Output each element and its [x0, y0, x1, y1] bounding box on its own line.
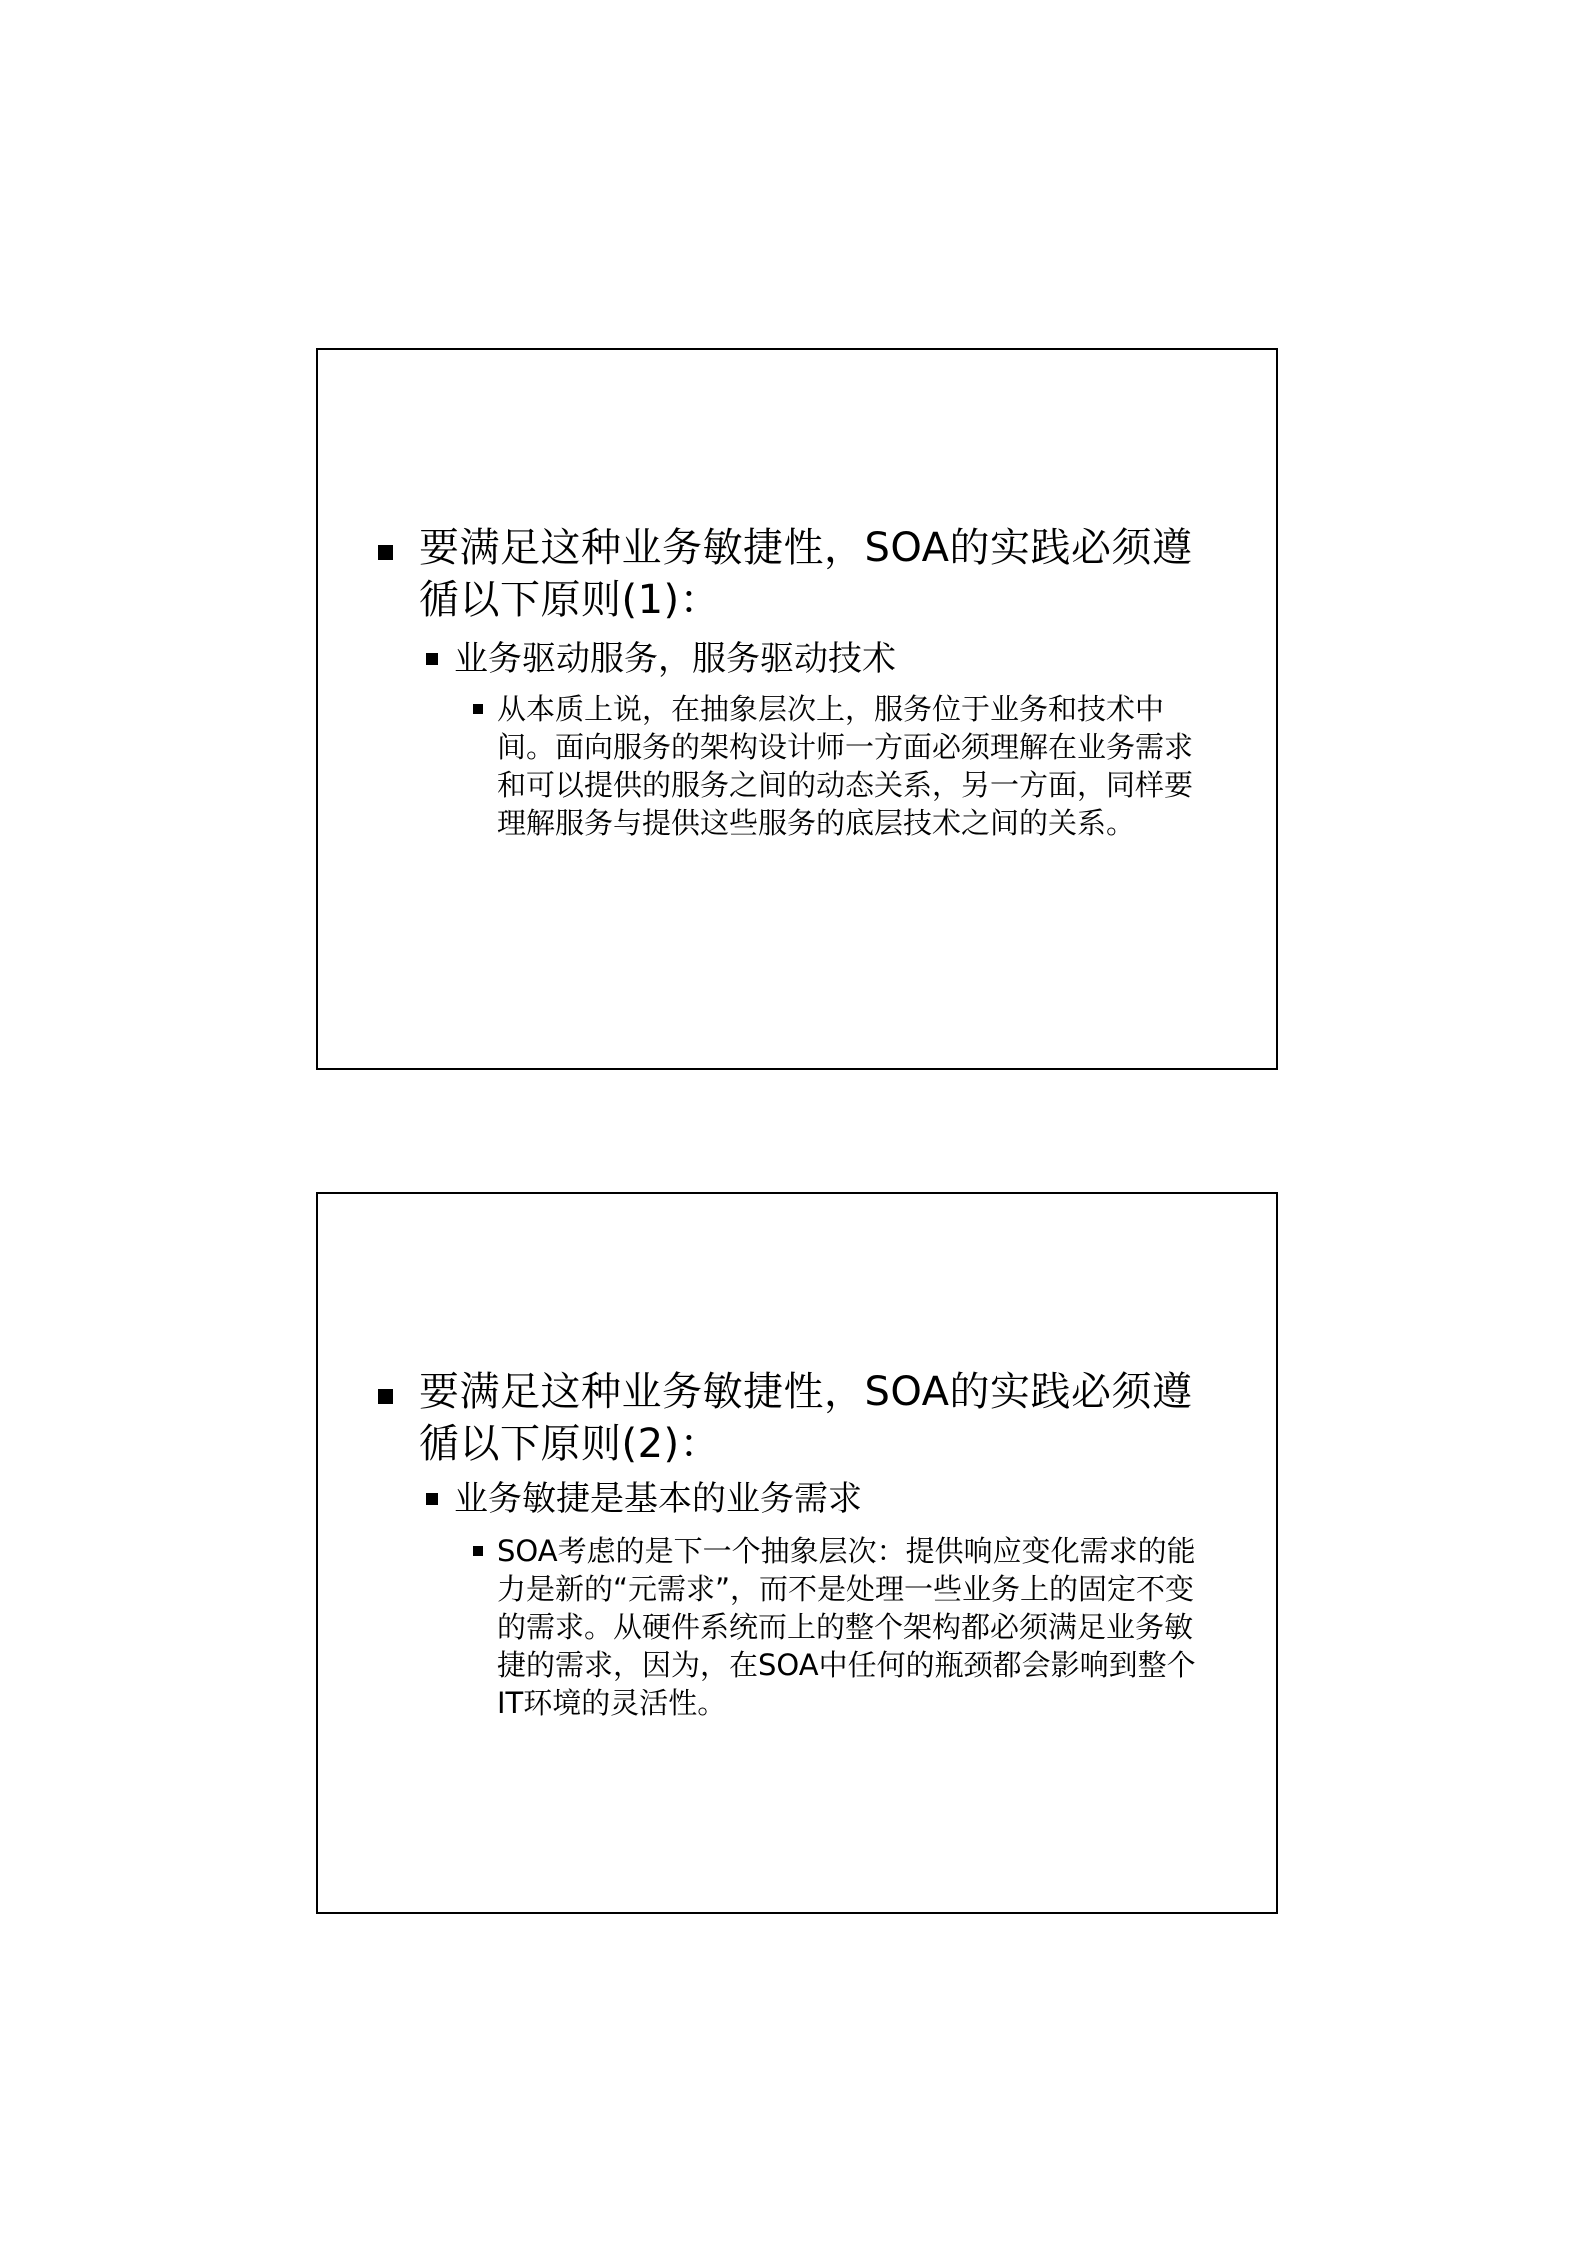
- bullet-square-icon: [378, 1389, 393, 1404]
- slide-2-detail-bullet: [473, 1532, 1221, 1722]
- slide-1: [316, 348, 1278, 1070]
- slide-1-main-bullet: [378, 522, 1218, 626]
- slide-1-sub-bullet-text: 业务驱动服务，服务驱动技术: [454, 639, 896, 679]
- bullet-square-icon: [378, 545, 393, 560]
- slide-1-sub-bullet: [426, 636, 1206, 682]
- slide-2-sub-bullet-text: 业务敏捷是基本的业务需求: [454, 1479, 862, 1519]
- slide-2-detail-text: SOA考虑的是下一个抽象层次：提供响应变化需求的能力是新的“元需求”，而不是处理一些业务上的固定不变的需求。从硬件系统而上的整个架构都必须满足业务敏捷的需求，因为，在SOA中任何的瓶颈都会影响到整个IT环境的灵活性。: [497, 1534, 1196, 1720]
- slide-1-detail-bullet: [473, 690, 1221, 842]
- slide-2-main-bullet-text: 要满足这种业务敏捷性，SOA的实践必须遵循以下原则(2)：: [419, 1369, 1193, 1467]
- bullet-square-icon: [473, 704, 483, 714]
- slide-1-detail-text: 从本质上说，在抽象层次上，服务位于业务和技术中间。面向服务的架构设计师一方面必须理解在业务需求和可以提供的服务之间的动态关系，另一方面，同样要理解服务与提供这些服务的底层技术之间的关系。: [497, 692, 1194, 840]
- bullet-square-icon: [426, 653, 438, 665]
- bullet-square-icon: [426, 1493, 438, 1505]
- slide-2-sub-bullet: [426, 1476, 1206, 1522]
- slide-2-main-bullet: [378, 1366, 1218, 1470]
- slide-1-main-bullet-text: 要满足这种业务敏捷性，SOA的实践必须遵循以下原则(1)：: [419, 525, 1193, 623]
- bullet-square-icon: [473, 1546, 483, 1556]
- slide-2: [316, 1192, 1278, 1914]
